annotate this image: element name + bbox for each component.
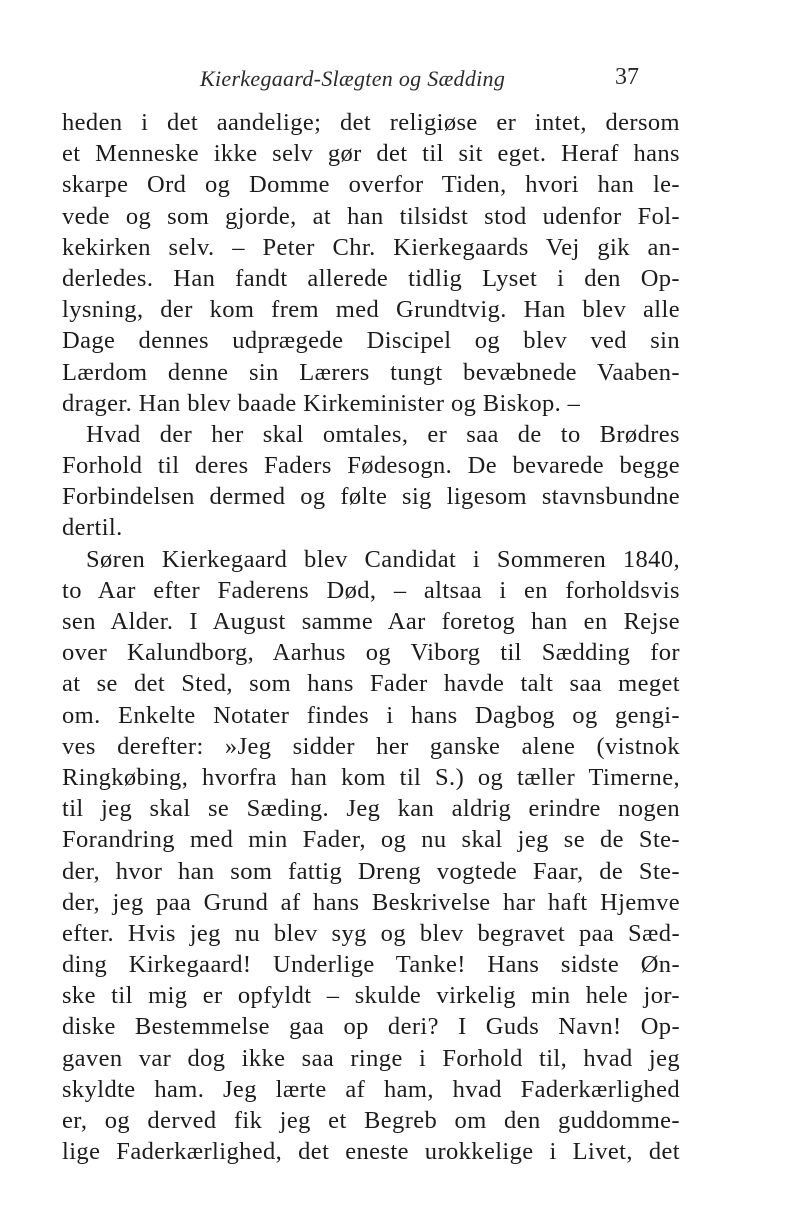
text-line: lige Faderkærlighed, det eneste urokkelige i Livet, det [62,1138,680,1166]
text-line: et Menneske ikke selv gør det til sit eget. Heraf hans [62,140,680,168]
text-line: gaven var dog ikke saa ringe i Forhold til, hvad jeg [62,1044,680,1072]
text-line: efter. Hvis jeg nu blev syg og blev begravet paa Sæd- [62,919,680,947]
text-line: drager. Han blev baade Kirkeminister og Biskop. – [62,389,581,417]
text-line: om. Enkelte Notater findes i hans Dagbog og gengi- [62,701,680,729]
text-line: over Kalundborg, Aarhus og Viborg til Sædding for [62,639,680,667]
text-line: vede og som gjorde, at han tilsidst stod udenfor Fol- [62,202,680,230]
text-line: ding Kirkegaard! Underlige Tanke! Hans sidste Øn- [62,951,680,979]
text-line: lysning, der kom frem med Grundtvig. Han blev alle [62,296,680,324]
text-line: ske til mig er opfyldt – skulde virkelig min hele jor- [62,982,680,1010]
body-text [62,107,680,1167]
text-line: ves derefter: »Jeg sidder her ganske alene (vistnok [62,732,680,760]
page-number: 37 [615,64,639,90]
text-line: skarpe Ord og Domme overfor Tiden, hvori han le- [62,171,680,199]
text-line: Forandring med min Fader, og nu skal jeg se de Ste- [62,826,680,854]
text-line: diske Bestemmelse gaa op deri? I Guds Navn! Op- [62,1013,680,1041]
text-line: der, jeg paa Grund af hans Beskrivelse har haft Hjemve [62,888,680,916]
text-line: dertil. [62,514,123,542]
text-line: Forbindelsen dermed og følte sig ligesom stavnsbundne [62,483,680,511]
text-line: sen Alder. I August samme Aar foretog han en Rejse [62,608,680,635]
text-line: kekirken selv. – Peter Chr. Kierkegaards Vej gik an- [62,233,680,261]
running-header [0,58,800,98]
text-line: Dage dennes udprægede Discipel og blev ved sin [62,327,680,355]
text-line: er, og derved fik jeg et Begreb om den guddomme- [62,1107,680,1134]
text-line: to Aar efter Faderens Død, – altsaa i en forholdsvis [62,576,680,604]
text-line: heden i det aandelige; det religiøse er intet, dersom [62,109,680,136]
text-line: Forhold til deres Faders Fødesogn. De bevarede begge [62,452,680,480]
running-title: Kierkegaard-Slægten og Sædding [200,66,506,91]
text-line: Søren Kierkegaard blev Candidat i Sommeren 1840, [86,545,680,573]
text-line: Hvad der her skal omtales, er saa de to Brødres [86,420,680,448]
text-line: Lærdom denne sin Lærers tungt bevæbnede Vaaben- [62,358,680,386]
text-line: at se det Sted, som hans Fader havde talt saa meget [62,670,680,698]
text-line: derledes. Han fandt allerede tidlig Lyset i den Op- [62,264,680,292]
text-line: der, hvor han som fattig Dreng vogtede Faar, de Ste- [62,857,680,885]
text-line: Ringkøbing, hvorfra han kom til S.) og tæller Timerne, [62,763,680,791]
text-line: til jeg skal se Sæding. Jeg kan aldrig erindre nogen [62,795,680,823]
text-line: skyldte ham. Jeg lærte af ham, hvad Faderkærlighed [62,1075,680,1103]
